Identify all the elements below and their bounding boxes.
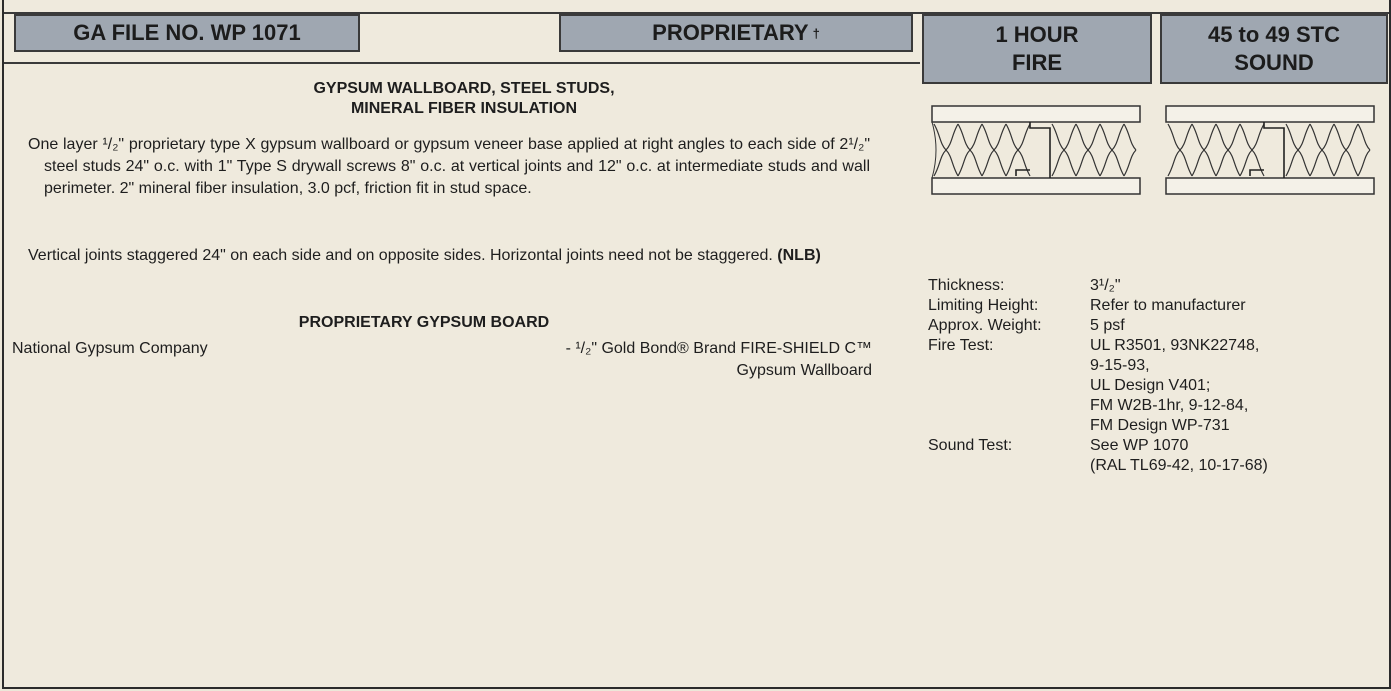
fire-rating-line2: FIRE xyxy=(1011,50,1063,75)
proprietary-text: PROPRIETARY xyxy=(652,20,809,45)
sound-rating-header xyxy=(1160,14,1388,84)
assembly-title xyxy=(214,79,714,119)
file-number-header xyxy=(14,14,360,52)
joints-text: Vertical joints staggered 24" on each side and on opposite sides. Horizontal joints need not be staggered. xyxy=(28,247,773,264)
product-name xyxy=(434,338,872,382)
spec-value: 3¹/₂" xyxy=(1090,277,1121,294)
spec-row xyxy=(928,356,1390,376)
proprietary-mark: † xyxy=(812,25,820,41)
sound-rating-line1: 45 to 49 STC xyxy=(1207,22,1341,47)
spec-value: 5 psf xyxy=(1090,317,1125,334)
spec-value: (RAL TL69-42, 10-17-68) xyxy=(1090,457,1268,474)
spec-row xyxy=(928,276,1390,296)
sound-rating-line2: SOUND xyxy=(1234,50,1314,75)
spec-row xyxy=(928,456,1390,476)
spec-row xyxy=(928,316,1390,336)
assembly-title-line1: GYPSUM WALLBOARD, STEEL STUDS, xyxy=(313,80,615,97)
product-line2: Gypsum Wallboard xyxy=(736,362,872,379)
spec-row xyxy=(928,336,1390,356)
spec-label xyxy=(928,416,1090,436)
spec-label xyxy=(928,356,1090,376)
spec-label: Thickness: xyxy=(928,277,1005,294)
spec-label: Approx. Weight: xyxy=(928,317,1042,334)
spec-label: Fire Test: xyxy=(928,337,994,354)
spec-row xyxy=(928,296,1390,316)
manufacturer-name: National Gypsum Company xyxy=(12,340,208,357)
spec-value: FM Design WP-731 xyxy=(1090,417,1230,434)
spec-value: Refer to manufacturer xyxy=(1090,297,1246,314)
spec-value: UL R3501, 93NK22748, xyxy=(1090,337,1260,354)
spec-label xyxy=(928,396,1090,416)
spec-row xyxy=(928,396,1390,416)
header-divider xyxy=(4,62,920,64)
spec-value: FM W2B-1hr, 9-12-84, xyxy=(1090,397,1249,414)
wall-section-diagram-sound xyxy=(1164,104,1376,196)
spec-value: 9-15-93, xyxy=(1090,357,1150,374)
product-line1: - ¹/₂" Gold Bond® Brand FIRE-SHIELD C™ xyxy=(565,340,872,357)
spec-row xyxy=(928,376,1390,396)
spec-label: Sound Test: xyxy=(928,437,1013,454)
spec-table xyxy=(928,276,1390,476)
nlb-label: (NLB) xyxy=(777,247,821,264)
assembly-description: One layer ¹/₂" proprietary type X gypsum wallboard or gypsum veneer base applied at right angles to each side of 2¹/₂" steel studs 24" o.c. with 1" Type S drywall screws 8" o.c. at vertical joints and 12" o.c. at intermediate studs and wall perimeter. 2" mineral fiber insulation, 3.0 pcf, friction fit in stud space. xyxy=(28,136,870,197)
fire-rating-header xyxy=(922,14,1152,84)
spec-label: Limiting Height: xyxy=(928,297,1039,314)
spec-value: UL Design V401; xyxy=(1090,377,1211,394)
proprietary-header xyxy=(559,14,913,52)
spec-row xyxy=(928,436,1390,456)
proprietary-board-heading: PROPRIETARY GYPSUM BOARD xyxy=(298,314,550,331)
file-number-text: GA FILE NO. WP 1071 xyxy=(73,20,301,45)
spec-label xyxy=(928,376,1090,396)
fire-rating-line1: 1 HOUR xyxy=(995,22,1079,47)
spec-value: See WP 1070 xyxy=(1090,437,1189,454)
joints-note xyxy=(28,245,870,267)
spec-label xyxy=(928,456,1090,476)
top-border xyxy=(4,0,1389,14)
document-page xyxy=(2,0,1391,689)
spec-row xyxy=(928,416,1390,436)
assembly-title-line2: MINERAL FIBER INSULATION xyxy=(350,100,578,117)
wall-section-diagram-fire xyxy=(930,104,1142,196)
